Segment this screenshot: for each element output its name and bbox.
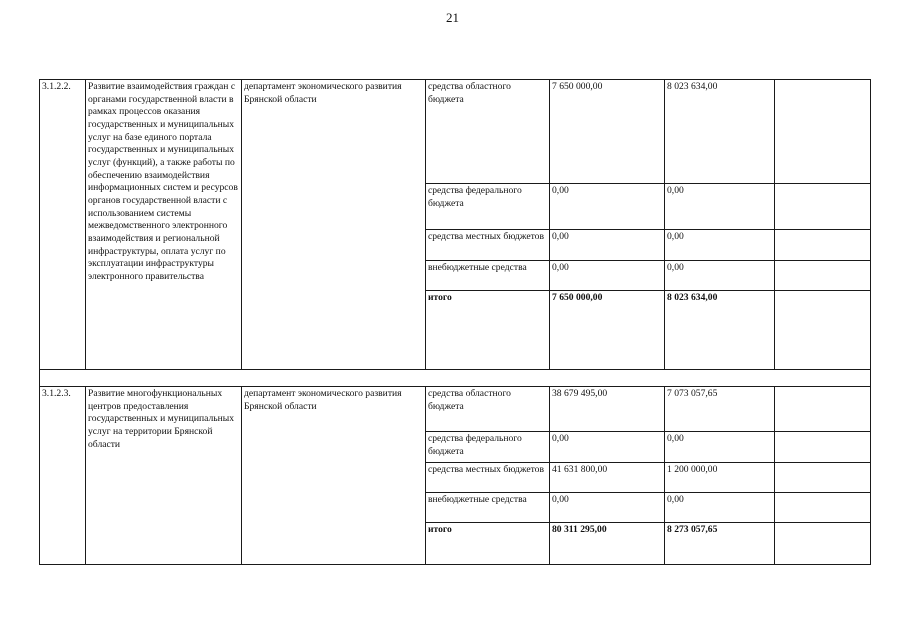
value-2: 8 023 634,00 xyxy=(665,80,775,184)
value-2: 0,00 xyxy=(665,493,775,523)
value-1: 7 650 000,00 xyxy=(550,80,665,184)
source-name: средства областного бюджета xyxy=(426,80,550,184)
source-name: средства федерального бюджета xyxy=(426,432,550,463)
value-3 xyxy=(775,184,871,230)
row-title: Развитие многофункциональных центров предоставления государственных и муниципальных услуг на территории Брянской области xyxy=(86,387,242,565)
table-row xyxy=(40,80,871,184)
value-2: 0,00 xyxy=(665,432,775,463)
value-1: 0,00 xyxy=(550,493,665,523)
source-name: внебюджетные средства xyxy=(426,493,550,523)
table-row xyxy=(40,387,871,432)
value-3 xyxy=(775,432,871,463)
source-name: средства местных бюджетов xyxy=(426,463,550,493)
value-3 xyxy=(775,463,871,493)
value-3 xyxy=(775,230,871,261)
row-executor: департамент экономического развития Брянской области xyxy=(242,387,426,565)
source-name: итого xyxy=(426,523,550,565)
value-1: 0,00 xyxy=(550,230,665,261)
value-1: 41 631 800,00 xyxy=(550,463,665,493)
budget-table xyxy=(39,79,871,565)
value-1: 0,00 xyxy=(550,261,665,291)
value-1: 38 679 495,00 xyxy=(550,387,665,432)
source-name: средства областного бюджета xyxy=(426,387,550,432)
value-2: 8 273 057,65 xyxy=(665,523,775,565)
value-1: 7 650 000,00 xyxy=(550,291,665,370)
source-name: средства местных бюджетов xyxy=(426,230,550,261)
source-name: внебюджетные средства xyxy=(426,261,550,291)
value-3 xyxy=(775,493,871,523)
value-2: 1 200 000,00 xyxy=(665,463,775,493)
value-1: 80 311 295,00 xyxy=(550,523,665,565)
source-name: итого xyxy=(426,291,550,370)
row-executor: департамент экономического развития Брянской области xyxy=(242,80,426,370)
value-1: 0,00 xyxy=(550,432,665,463)
value-2: 0,00 xyxy=(665,230,775,261)
value-3 xyxy=(775,261,871,291)
row-title: Развитие взаимодействия граждан с органами государственной власти в рамках процессов оказания государственных и муниципальных услуг на базе единого портала государственных и муниципальных услуг (функций), а также работы по обеспечению взаимодействия информационных систем и ресурсов органов государственной власти с использованием системы межведомственного электронного взаимодействия и региональной инфраструктуры, оплата услуг по эксплуатации инфраструктуры электронного правительства xyxy=(86,80,242,370)
value-2: 0,00 xyxy=(665,261,775,291)
row-gap xyxy=(40,370,871,387)
value-1: 0,00 xyxy=(550,184,665,230)
value-3 xyxy=(775,80,871,184)
value-3 xyxy=(775,523,871,565)
row-code: 3.1.2.3. xyxy=(40,387,86,565)
row-code: 3.1.2.2. xyxy=(40,80,86,370)
value-2: 7 073 057,65 xyxy=(665,387,775,432)
source-name: средства федерального бюджета xyxy=(426,184,550,230)
value-2: 8 023 634,00 xyxy=(665,291,775,370)
value-2: 0,00 xyxy=(665,184,775,230)
value-3 xyxy=(775,291,871,370)
value-3 xyxy=(775,387,871,432)
page-number: 21 xyxy=(446,10,459,25)
